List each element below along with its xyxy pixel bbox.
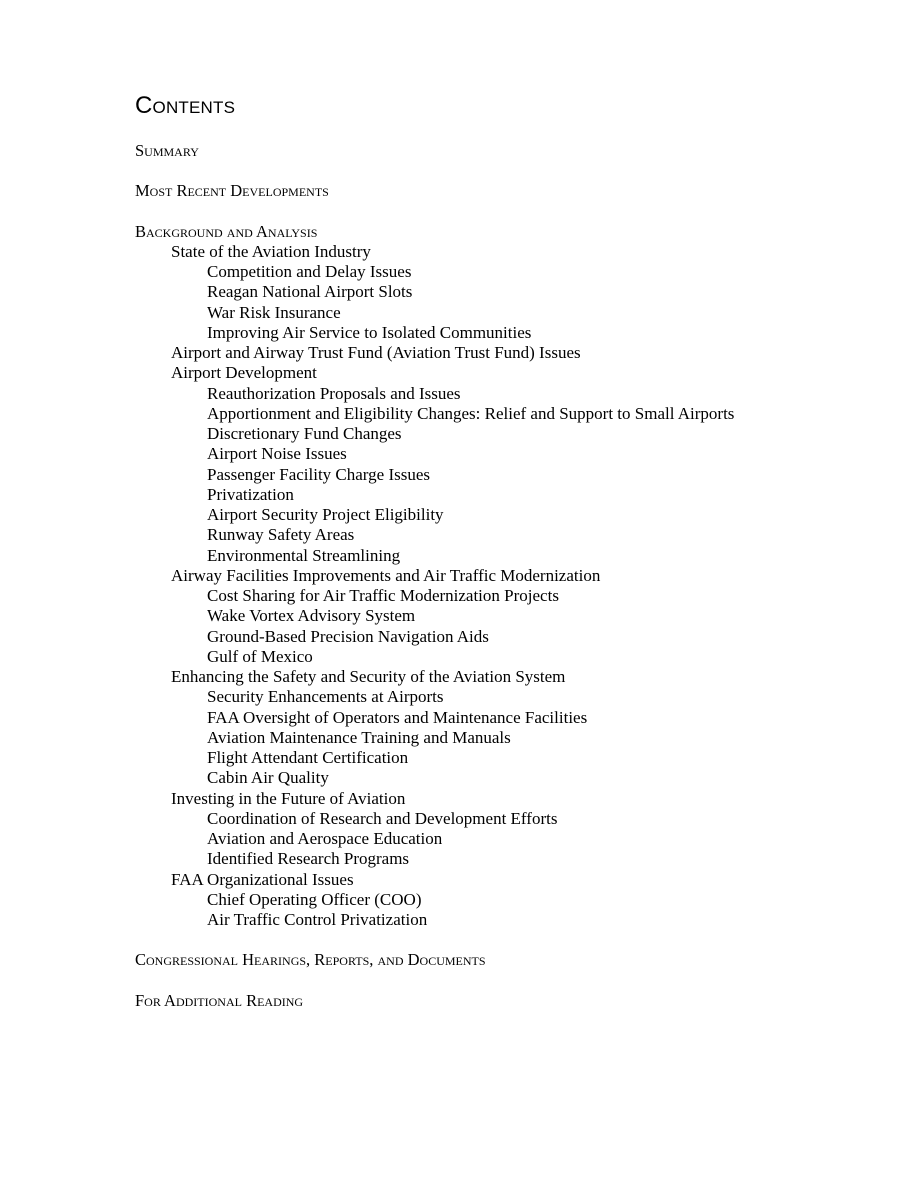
toc-entry-level-3[interactable]: Identified Research Programs [207, 849, 410, 869]
page-title: Contents [135, 92, 236, 119]
toc-entry-level-3[interactable]: Flight Attendant Certification [207, 748, 409, 767]
toc-entry-level-3[interactable]: War Risk Insurance [207, 302, 341, 322]
toc-entry-level-3[interactable]: Airport Security Project Eligibility [207, 505, 444, 524]
table-of-contents [135, 141, 895, 1031]
toc-entry-level-3[interactable]: Cost Sharing for Air Traffic Modernization Projects [207, 586, 559, 605]
toc-entry-level-2[interactable]: Airport and Airway Trust Fund (Aviation Trust Fund) Issues [171, 343, 581, 362]
toc-entry-level-3[interactable]: Wake Vortex Advisory System [207, 606, 416, 626]
toc-entry-level-2[interactable]: State of the Aviation Industry [171, 241, 371, 261]
toc-entry-level-3[interactable]: Airport Noise Issues [207, 444, 347, 464]
toc-entry-level-3[interactable]: Security Enhancements at Airports [207, 687, 444, 707]
toc-entry-level-3[interactable]: Chief Operating Officer (COO) [207, 889, 422, 909]
toc-entry-level-3[interactable]: Runway Safety Areas [207, 525, 355, 545]
toc-entry-level-1[interactable]: Background and Analysis [135, 221, 318, 241]
toc-entry-level-3[interactable]: Aviation Maintenance Training and Manuals [207, 727, 511, 747]
toc-entry-level-2[interactable]: Investing in the Future of Aviation [171, 788, 406, 808]
toc-entry-level-2[interactable]: Airport Development [171, 363, 317, 383]
toc-entry-level-1[interactable]: Congressional Hearings, Reports, and Documents [135, 950, 486, 970]
toc-entry-level-3[interactable]: Passenger Facility Charge Issues [207, 464, 431, 484]
toc-entry-level-1[interactable]: Summary [135, 141, 199, 160]
toc-entry-level-2[interactable]: Enhancing the Safety and Security of the Aviation System [171, 667, 566, 686]
toc-entry-level-2[interactable]: Airway Facilities Improvements and Air Traffic Modernization [171, 565, 601, 585]
toc-entry-level-3[interactable]: Gulf of Mexico [207, 646, 313, 666]
toc-entry-level-3[interactable]: Coordination of Research and Development Efforts [207, 808, 558, 828]
toc-section [135, 991, 895, 1011]
toc-entry-level-3[interactable]: Privatization [207, 484, 294, 504]
toc-entry-level-3[interactable]: Air Traffic Control Privatization [207, 910, 428, 929]
toc-entry-level-3[interactable]: Competition and Delay Issues [207, 262, 412, 281]
toc-entry-level-3[interactable]: Aviation and Aerospace Education [207, 829, 443, 848]
toc-entry-level-3[interactable]: FAA Oversight of Operators and Maintenance Facilities [207, 707, 588, 727]
toc-entry-level-3[interactable]: Improving Air Service to Isolated Communities [207, 322, 532, 342]
toc-entry-level-3[interactable]: Environmental Streamlining [207, 545, 401, 565]
toc-section [135, 950, 895, 970]
toc-entry-level-3[interactable]: Apportionment and Eligibility Changes: Relief and Support to Small Airports [207, 403, 735, 423]
toc-section [135, 222, 895, 931]
toc-entry-level-3[interactable]: Reagan National Airport Slots [207, 282, 413, 302]
toc-entry-level-3[interactable]: Discretionary Fund Changes [207, 424, 402, 443]
toc-entry-level-1[interactable]: For Additional Reading [135, 990, 304, 1010]
toc-entry-level-3[interactable]: Cabin Air Quality [207, 768, 329, 788]
toc-entry-level-3[interactable]: Ground-Based Precision Navigation Aids [207, 626, 489, 646]
toc-section [135, 181, 895, 201]
toc-entry-level-1[interactable]: Most Recent Developments [135, 181, 329, 201]
toc-entry-level-3[interactable]: Reauthorization Proposals and Issues [207, 383, 461, 403]
toc-entry-level-2[interactable]: FAA Organizational Issues [171, 869, 354, 889]
toc-section [135, 141, 895, 161]
